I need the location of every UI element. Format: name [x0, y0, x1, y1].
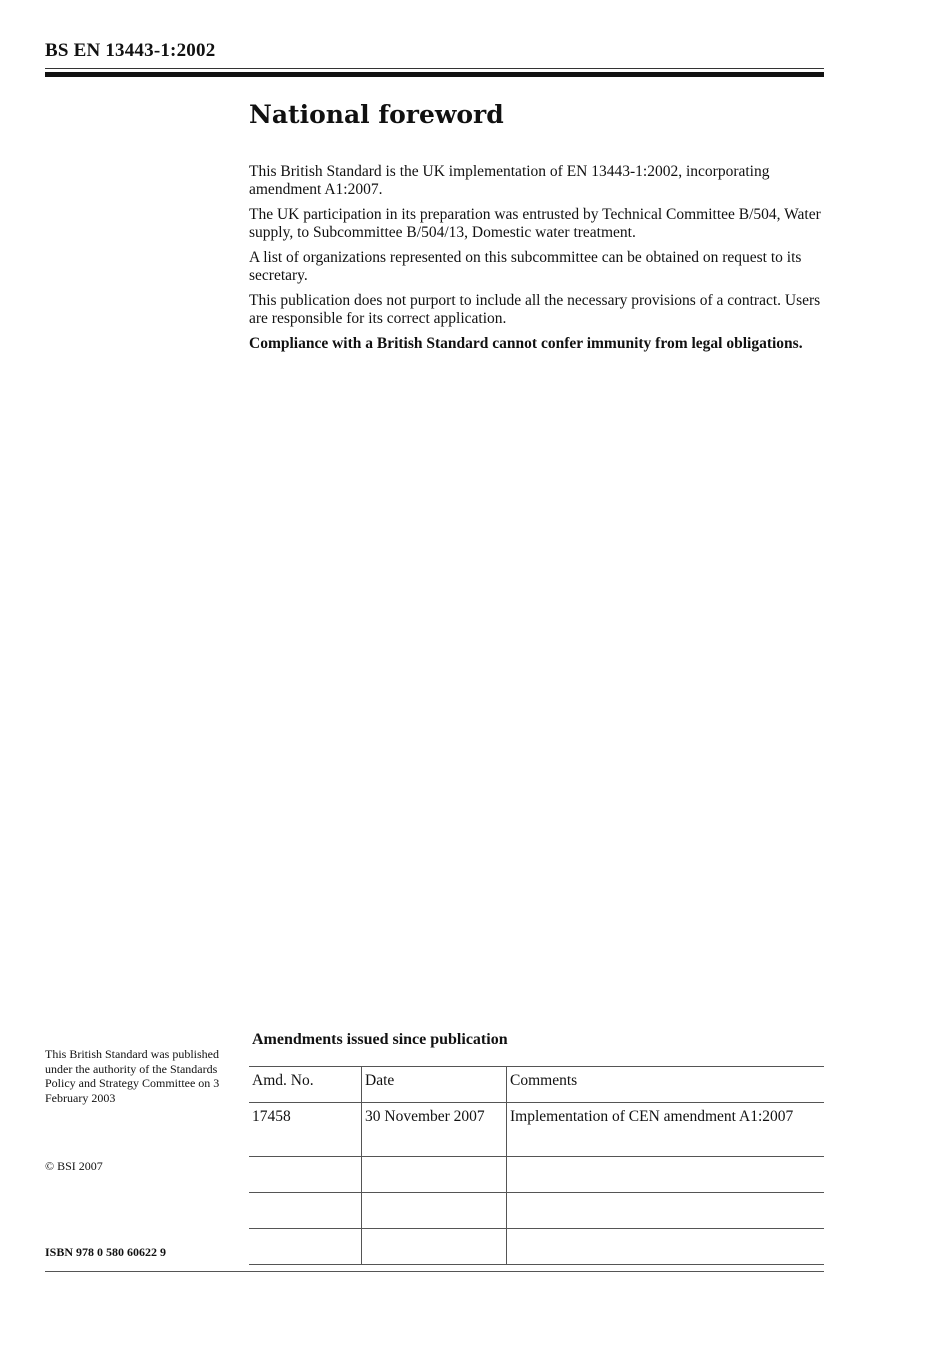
cell-amd-no [249, 1193, 362, 1229]
cell-date [362, 1229, 507, 1265]
document-id: BS EN 13443-1:2002 [45, 40, 216, 61]
header-amd-no: Amd. No. [249, 1067, 362, 1103]
isbn: ISBN 978 0 580 60622 9 [45, 1245, 167, 1259]
footer-rule [45, 1271, 824, 1272]
foreword-body [249, 163, 827, 361]
header-comments: Comments [507, 1067, 825, 1103]
table-row [249, 1229, 824, 1265]
header-date: Date [362, 1067, 507, 1103]
cell-amd-no [249, 1157, 362, 1193]
table-row [249, 1157, 824, 1193]
amendments-table [249, 1066, 824, 1265]
publication-note: This British Standard was published under the authority of the Standards Policy and Strategy Committee on 3 February 2003 [45, 1047, 220, 1105]
page-title: National foreword [249, 100, 504, 129]
paragraph-provisions: This publication does not purport to include all the necessary provisions of a contract. Users are responsible for its correct application. [249, 292, 821, 327]
copyright-notice: © BSI 2007 [45, 1159, 103, 1173]
cell-date [362, 1193, 507, 1229]
cell-date: 30 November 2007 [362, 1103, 507, 1157]
cell-comments: Implementation of CEN amendment A1:2007 [507, 1103, 825, 1157]
table-row [249, 1103, 824, 1157]
publication-sidebar [45, 1047, 235, 1173]
table-header-row [249, 1067, 824, 1103]
header-thick-rule [45, 72, 824, 77]
table-row [249, 1193, 824, 1229]
paragraph-participation: The UK participation in its preparation was entrusted by Technical Committee B/504, Water supply, to Subcommittee B/504/13, Domestic water treatment. [249, 206, 821, 241]
cell-date [362, 1157, 507, 1193]
paragraph-organizations: A list of organizations represented on this subcommittee can be obtained on request to its secretary. [249, 249, 802, 284]
cell-comments [507, 1229, 825, 1265]
paragraph-compliance: Compliance with a British Standard cannot confer immunity from legal obligations. [249, 335, 803, 352]
cell-amd-no [249, 1229, 362, 1265]
cell-amd-no: 17458 [249, 1103, 362, 1157]
paragraph-implementation: This British Standard is the UK implementation of EN 13443-1:2002, incorporating amendment A1:2007. [249, 163, 770, 198]
cell-comments [507, 1193, 825, 1229]
cell-comments [507, 1157, 825, 1193]
amendments-title: Amendments issued since publication [252, 1031, 508, 1048]
header-thin-rule [45, 68, 824, 69]
